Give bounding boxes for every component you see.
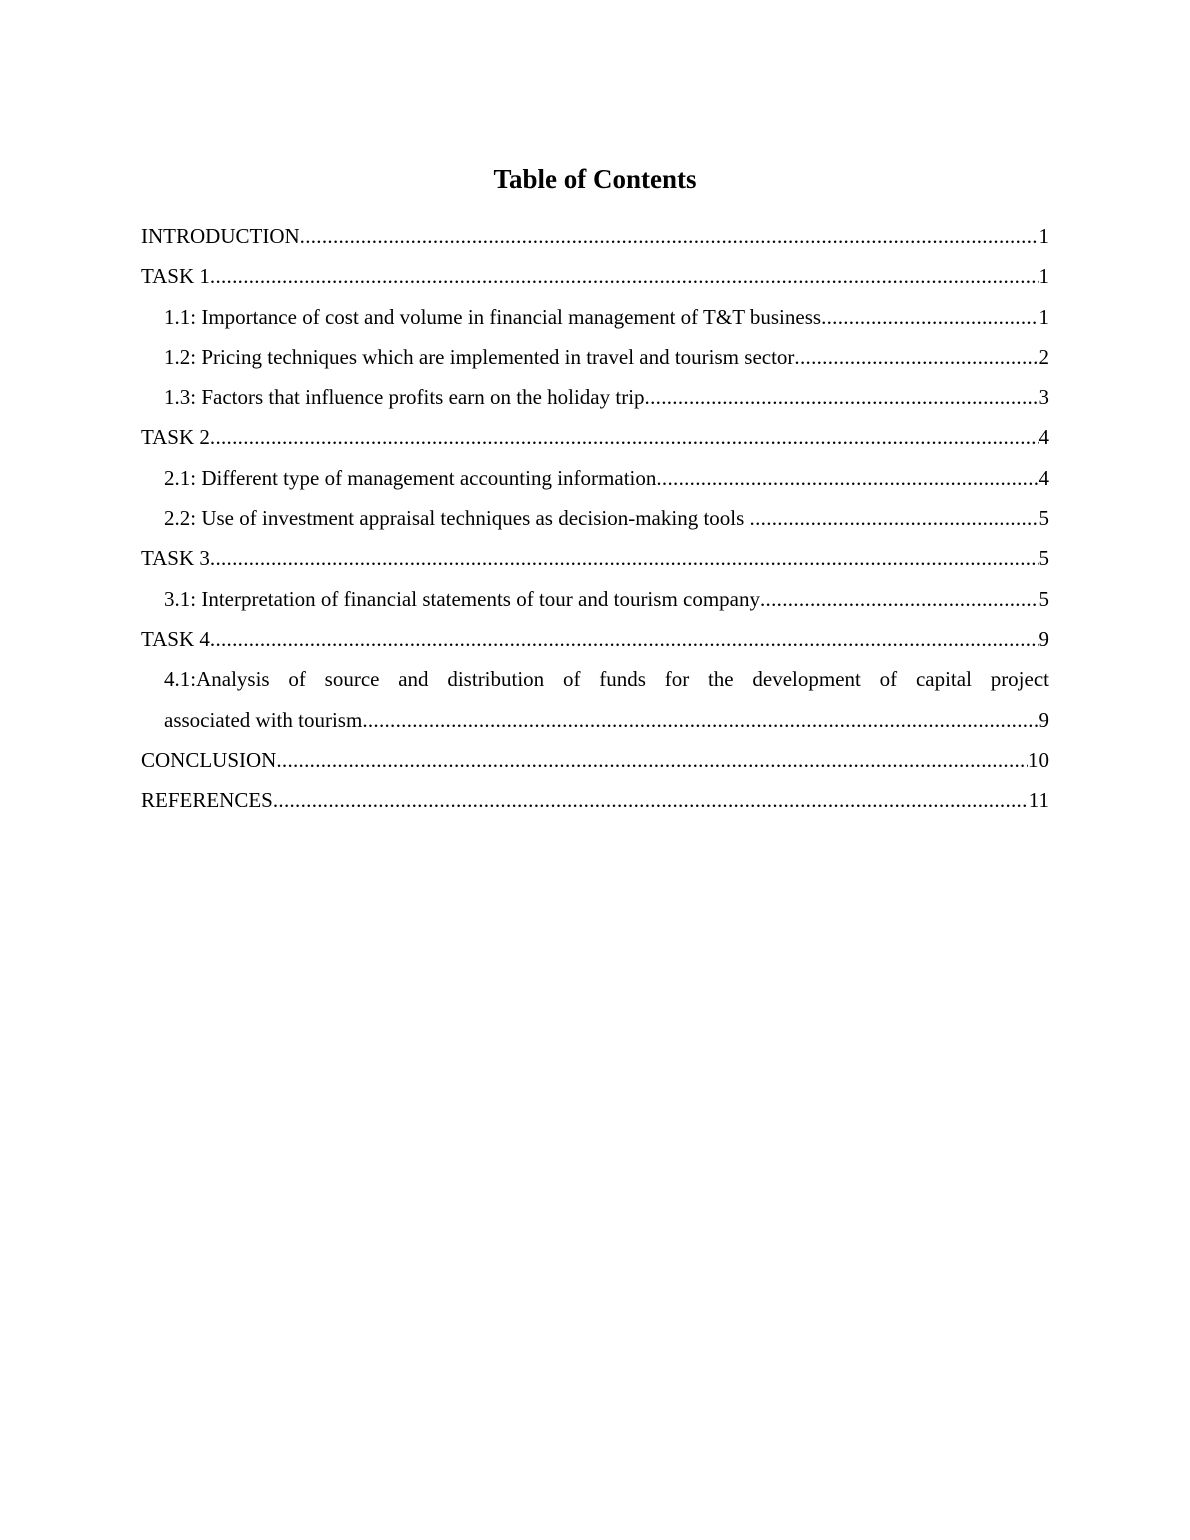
toc-entry-label: TASK 4	[141, 626, 210, 651]
toc-entry-label: 3.1: Interpretation of financial statements of tour and tourism company	[164, 586, 760, 611]
toc-entry-page: 5	[1038, 586, 1049, 611]
toc-entry-label: 2.2: Use of investment appraisal techniques as decision-making tools	[164, 506, 750, 531]
toc-entry-page: 1	[1038, 224, 1049, 248]
toc-entry-label: 1.1: Importance of cost and volume in financial management of T&T business	[164, 304, 822, 329]
toc-entry-page: 10	[1028, 747, 1049, 772]
toc-entry-label-line1: 4.1:Analysis of source and distribution of funds for the development of capital project	[164, 667, 1049, 692]
toc-entry-2-2[interactable]	[141, 498, 1049, 538]
toc-entry-1-2[interactable]	[141, 337, 1049, 377]
toc-entry-page: 5	[1038, 506, 1049, 531]
toc-entry-page: 1	[1038, 304, 1049, 329]
toc-entry-task-2[interactable]	[141, 417, 1049, 457]
dot-leader	[210, 538, 1039, 578]
dot-leader	[794, 337, 1038, 377]
toc-entry-task-1[interactable]	[141, 256, 1049, 296]
toc-entry-label: 1.2: Pricing techniques which are implemented in travel and tourism sector	[164, 344, 795, 369]
toc-entry-label: 2.1: Different type of management accounting information	[164, 465, 657, 490]
dot-leader	[760, 579, 1039, 619]
dot-leader	[210, 619, 1039, 659]
toc-entry-introduction[interactable]	[141, 216, 1049, 256]
toc-entry-3-1[interactable]	[141, 579, 1049, 619]
toc-entry-label-line2: associated with tourism	[164, 707, 363, 732]
toc-title: Table of Contents	[493, 164, 697, 194]
toc-entry-page: 4	[1038, 465, 1049, 490]
toc-entry-page: 9	[1038, 626, 1049, 651]
toc-entry-page: 1	[1038, 264, 1049, 289]
toc-entry-references[interactable]	[141, 780, 1049, 820]
toc-entry-label: TASK 1	[141, 264, 210, 289]
toc-entry-line2	[164, 700, 1049, 740]
toc-entry-label: TASK 2	[141, 425, 210, 450]
toc-entry-task-3[interactable]	[141, 538, 1049, 578]
toc-list	[141, 216, 1049, 820]
toc-entry-1-3[interactable]	[141, 377, 1049, 417]
dot-leader	[276, 740, 1028, 780]
toc-entry-page: 3	[1038, 385, 1049, 410]
toc-entry-2-1[interactable]	[141, 458, 1049, 498]
toc-entry-label: TASK 3	[141, 546, 210, 571]
toc-entry-label: INTRODUCTION	[141, 224, 300, 248]
dot-leader	[656, 458, 1038, 498]
toc-entry-page: 9	[1038, 707, 1049, 732]
toc-entry-4-1[interactable]	[141, 659, 1049, 740]
toc-entry-label: CONCLUSION	[141, 747, 277, 772]
toc-entry-page: 2	[1038, 344, 1049, 369]
dot-leader	[273, 780, 1029, 820]
toc-entry-conclusion[interactable]	[141, 740, 1049, 780]
dot-leader	[362, 700, 1038, 740]
dot-leader	[300, 216, 1039, 256]
dot-leader	[750, 498, 1039, 538]
toc-entry-page: 5	[1038, 546, 1049, 571]
toc-entry-task-4[interactable]	[141, 619, 1049, 659]
toc-entry-label: 1.3: Factors that influence profits earn on the holiday trip	[164, 385, 645, 410]
dot-leader	[210, 417, 1039, 457]
toc-entry-page: 11	[1028, 788, 1049, 813]
dot-leader	[821, 297, 1038, 337]
toc-entry-page: 4	[1038, 425, 1049, 450]
toc-entry-1-1[interactable]	[141, 297, 1049, 337]
dot-leader	[645, 377, 1039, 417]
toc-entry-label: REFERENCES	[141, 788, 273, 813]
dot-leader	[210, 256, 1039, 296]
